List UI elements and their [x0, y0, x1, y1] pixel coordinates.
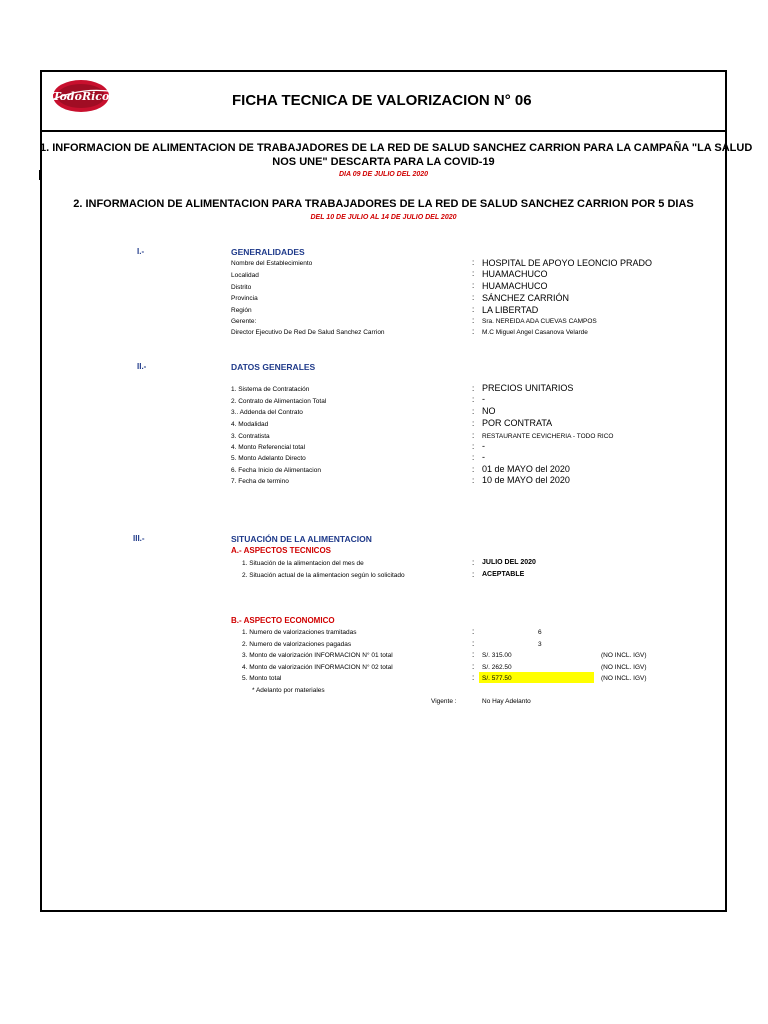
- row-label: 3. Monto de valorización INFORMACION N° 01 total: [242, 652, 393, 659]
- row-note: (NO INCL. IGV): [601, 675, 647, 682]
- row-colon: :: [472, 305, 475, 314]
- row-colon: :: [472, 419, 475, 428]
- row-colon: :: [472, 570, 475, 579]
- row-colon: :: [472, 316, 475, 325]
- row-label: 4. Monto de valorización INFORMACION N° 02 total: [242, 664, 393, 671]
- row-colon: :: [472, 453, 475, 462]
- row-value: 6: [538, 629, 542, 636]
- row-label: Gerente:: [231, 318, 257, 325]
- row-label: 7. Fecha de termino: [231, 478, 289, 485]
- row-value: LA LIBERTAD: [482, 305, 539, 315]
- row-label: 1. Sistema de Contratación: [231, 386, 310, 393]
- row-value: POR CONTRATA: [482, 418, 553, 428]
- row-label: Localidad: [231, 272, 259, 279]
- row-value: HOSPITAL DE APOYO LEONCIO PRADO: [482, 258, 653, 268]
- row-value: Sra. NEREIDA ADA CUEVAS CAMPOS: [482, 318, 597, 325]
- row-colon: :: [472, 327, 475, 336]
- row-value: 10 de MAYO del 2020: [482, 475, 570, 485]
- row-value: S/. 262.50: [482, 664, 512, 671]
- situacion-number: III.-: [133, 534, 145, 543]
- row-value: -: [482, 394, 485, 404]
- row-label: Director Ejecutivo De Red De Salud Sanchez Carrion: [231, 329, 385, 336]
- row-colon: :: [472, 258, 475, 267]
- row-value: ACEPTABLE: [482, 571, 525, 578]
- row-label: 1. Numero de valorizaciones tramitadas: [242, 629, 357, 636]
- row-colon: :: [472, 407, 475, 416]
- situacion-title: SITUACIÓN DE LA ALIMENTACION: [231, 534, 372, 544]
- row-value: RESTAURANTE CEVICHERIA - TODO RICO: [482, 433, 614, 440]
- vigente-label: Vigente :: [431, 698, 457, 705]
- row-colon: :: [472, 395, 475, 404]
- row-colon: :: [472, 476, 475, 485]
- row-label: 2. Numero de valorizaciones pagadas: [242, 641, 352, 648]
- row-label: 3.. Addenda del Contrato: [231, 409, 303, 416]
- row-label: Nombre del Establecimiento: [231, 260, 313, 267]
- datos-number: II.-: [137, 362, 147, 371]
- header-divider: [40, 130, 727, 132]
- row-colon: :: [472, 384, 475, 393]
- row-label: 6. Fecha Inicio de Alimentacion: [231, 467, 321, 474]
- section2-heading: 2. INFORMACION DE ALIMENTACION PARA TRABAJADORES DE LA RED DE SALUD SANCHEZ CARRION POR 5 DIAS: [73, 198, 694, 210]
- row-value-total: S/. 577.50: [482, 675, 512, 682]
- row-label: 4. Modalidad: [231, 421, 269, 428]
- row-label: 1. Situación de la alimentacion del mes de: [242, 560, 364, 567]
- row-value: JULIO DEL 2020: [482, 559, 536, 566]
- row-colon: :: [472, 465, 475, 474]
- row-label: 4. Monto Referencial total: [231, 444, 306, 451]
- row-colon: :: [472, 650, 475, 659]
- generalidades-title: GENERALIDADES: [231, 247, 305, 257]
- row-colon: :: [472, 293, 475, 302]
- row-colon: :: [472, 558, 475, 567]
- row-note: (NO INCL. IGV): [601, 652, 647, 659]
- row-value: SÁNCHEZ CARRIÓN: [482, 293, 570, 303]
- row-colon: :: [472, 431, 475, 440]
- row-label: Región: [231, 307, 252, 314]
- row-value: PRECIOS UNITARIOS: [482, 383, 574, 393]
- row-colon: :: [472, 627, 475, 636]
- section1-date: DIA 09 DE JULIO DEL 2020: [338, 171, 429, 178]
- row-label: 2. Contrato de Alimentacion Total: [231, 398, 327, 405]
- row-label: 2. Situación actual de la alimentacion según lo solicitado: [242, 572, 405, 579]
- row-label: Provincia: [231, 295, 258, 302]
- aspectos-tecnicos-title: A.- ASPECTOS TECNICOS: [231, 546, 332, 555]
- row-value: S/. 315.00: [482, 652, 512, 659]
- row-colon: :: [472, 281, 475, 290]
- row-value: -: [482, 452, 485, 462]
- todo-rico-logo: [45, 78, 117, 114]
- datos-title: DATOS GENERALES: [231, 362, 316, 372]
- row-colon: :: [472, 662, 475, 671]
- generalidades-number: I.-: [137, 247, 145, 256]
- row-value: -: [482, 441, 485, 451]
- row-value: HUAMACHUCO: [482, 269, 548, 279]
- row-label: 5. Monto total: [242, 675, 282, 682]
- row-value: 01 de MAYO del 2020: [482, 464, 570, 474]
- row-colon: :: [472, 673, 475, 682]
- row-value: HUAMACHUCO: [482, 281, 548, 291]
- adelanto-label: * Adelanto por materiales: [252, 687, 325, 694]
- row-label: 5. Monto Adelanto Directo: [231, 455, 306, 462]
- row-note: (NO INCL. IGV): [601, 664, 647, 671]
- section1-heading-line2: NOS UNE" DESCARTA PARA LA COVID-19: [272, 156, 495, 168]
- row-value: 3: [538, 641, 542, 648]
- section2-date: DEL 10 DE JULIO AL 14 DE JULIO DEL 2020: [310, 214, 457, 221]
- row-colon: :: [472, 639, 475, 648]
- row-colon: :: [472, 269, 475, 278]
- svg-text:TodoRico: TodoRico: [52, 90, 110, 103]
- row-value: M.C Miguel Angel Casanova Velarde: [482, 329, 588, 336]
- row-label: 3. Contratista: [231, 433, 270, 440]
- row-label: Distrito: [231, 284, 252, 291]
- row-value: NO: [482, 406, 496, 416]
- row-colon: :: [472, 442, 475, 451]
- page-title: FICHA TECNICA DE VALORIZACION N° 06: [232, 92, 532, 109]
- aspecto-economico-title: B.- ASPECTO ECONOMICO: [231, 616, 335, 625]
- section1-heading-line1: 1. INFORMACION DE ALIMENTACION DE TRABAJADORES DE LA RED DE SALUD SANCHEZ CARRION PARA LA CAMPAÑA "LA SALUD: [40, 142, 753, 154]
- vigente-value: No Hay Adelanto: [482, 698, 531, 705]
